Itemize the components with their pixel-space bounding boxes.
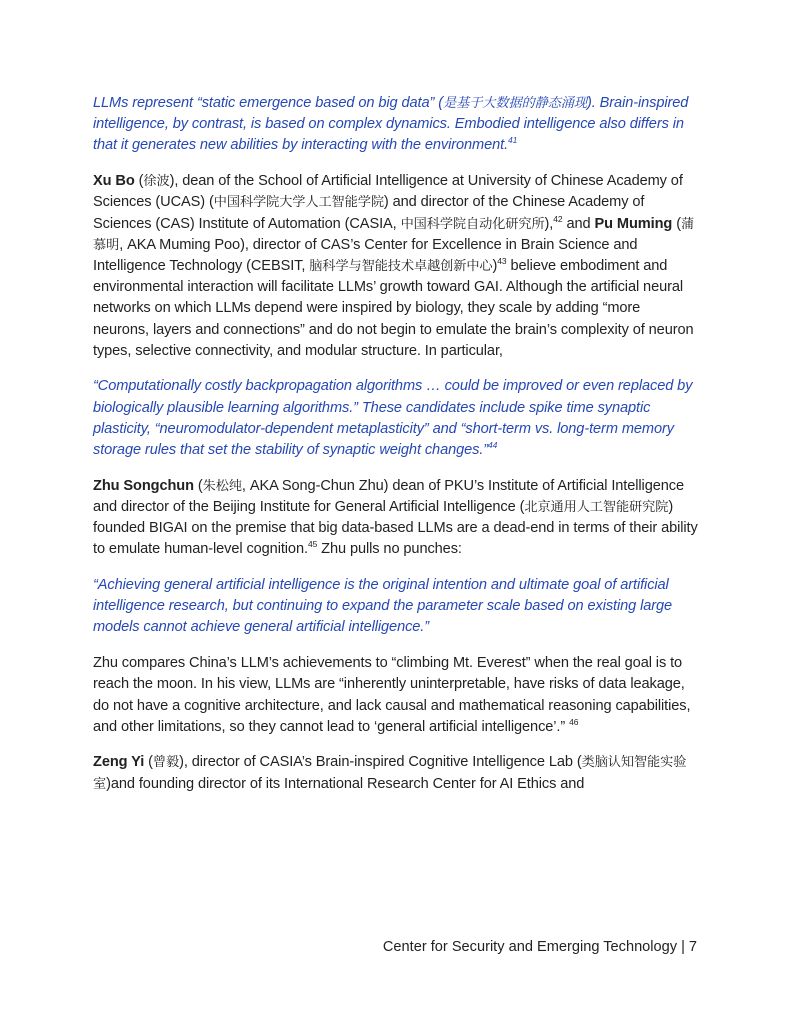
quote-1-text-b: ). Brain-inspired intelligence, by contrast, is based on complex dynamics. Embodied intelligence also differs in that it generates new abilities by interacting with the environment.	[93, 95, 689, 154]
quote-1-chinese: 是基于大数据的静态涌现	[443, 96, 587, 111]
footnote-ref-42[interactable]: 42	[553, 213, 563, 224]
chinese-bigai: 北京通用人工智能研究院	[524, 499, 669, 515]
chinese-lab-name: 类脑认知智能实验室	[93, 755, 687, 792]
page-footer	[383, 939, 697, 955]
footer-separator: |	[681, 939, 685, 955]
footnote-ref-43[interactable]: 43	[497, 256, 507, 267]
paragraph-zhu-comparison	[93, 653, 699, 738]
quote-3-text: “Achieving general artificial intelligence is the original intention and ultimate goal of artificial intelligence research, but continuing to expand the parameter scale based on existing large models cannot achieve general artificial intelligence.”	[93, 577, 673, 636]
person-name-zeng-yi: Zeng Yi	[93, 754, 145, 771]
quote-paragraph-1	[93, 93, 699, 157]
chinese-casia: 中国科学院自动化研究所	[400, 216, 545, 232]
quote-1-text-a: LLMs represent “static emergence based on big data” (	[93, 95, 444, 111]
person-name-zhu-songchun: Zhu Songchun	[93, 477, 194, 494]
quote-paragraph-3	[93, 575, 699, 639]
page-number: 7	[688, 939, 697, 955]
footnote-ref-41[interactable]: 41	[508, 135, 518, 146]
paragraph-xu-bo-pu-muming: Xu Bo (徐波), dean of the School of Artificial Intelligence at University of Chinese Academy of Sciences (UCAS) (中国科学院大学人工智能学院) and director of the Chinese Academy of Sciences (CAS) Institute of Automation (CASIA, 中国科学院自动化研究所),$^{42}$ and Pu Muming (蒲慕明, AKA Muming Poo), director of CAS’s Center for Excellence in Brain Science and Intelligence Technology (CEBSIT, 脑科学与智能技术卓越创新中心)$^{43}$ believe embodiment and environmental interaction will facilitate LLMs’ growth toward GAI. Although the artificial neural networks on which LLMs depend were inspired by biology, they scale by adding “more neurons, layers and connections” and do not begin to emulate the brain’s complexity of neuron types, selective connectivity, and modular structure. In particular,	[93, 173, 695, 359]
quote-paragraph-2	[93, 376, 699, 461]
chinese-name-pu-muming: 蒲慕明	[93, 216, 695, 253]
chinese-name-zhu-songchun: 朱松纯	[202, 478, 242, 494]
person-name-xu-bo: Xu Bo	[93, 173, 135, 190]
paragraph-zhu-songchun: Zhu Songchun (朱松纯, AKA Song-Chun Zhu) dean of PKU’s Institute of Artificial Intelligence and director of the Beijing Institute for General Artificial Intelligence (北京通用人工智能研究院) founded BIGAI on the premise that big data-based LLMs are a dead-end in terms of their ability to emulate human-level cognition.$^{45}$ Zhu pulls no punches:	[93, 477, 698, 558]
person-name-pu-muming: Pu Muming	[594, 215, 673, 232]
footnote-ref-46[interactable]: 46	[569, 716, 579, 727]
footnote-ref-44[interactable]: 44	[488, 440, 498, 451]
chinese-ucas: 中国科学院大学人工智能学院	[213, 195, 384, 211]
footer-organization: Center for Security and Emerging Technology	[382, 939, 678, 955]
quote-2-text: “Computationally costly backpropagation algorithms … could be improved or even replaced by biologically plausible learning algorithms.” These candidates include spike time synaptic plasticity, “neuromodulator-dependent metaplasticity” and “short-term vs. long-term memory storage rules that set the stability of synaptic weight changes.”	[93, 378, 693, 459]
paragraph-zeng-yi: Zeng Yi (曾毅), director of CASIA’s Brain-inspired Cognitive Intelligence Lab (类脑认知智能实验室)and founding director of its International Research Center for AI Ethics and	[93, 754, 687, 792]
footnote-ref-45[interactable]: 45	[307, 539, 318, 550]
chinese-name-zeng-yi: 曾毅	[152, 755, 180, 771]
chinese-name-xu-bo: 徐波	[143, 174, 170, 190]
zhu-comparison-text: Zhu compares China’s LLM’s achievements to “climbing Mt. Everest” when the real goal is to reach the moon. In his view, LLMs are “inherently uninterpretable, have risks of data leakage, do not have a cognitive architecture, and lack causal and mathematical reasoning capabilities, and other limitations, so they cannot lead to ‘general artificial intelligence’.”	[93, 655, 691, 735]
chinese-cebsit: 脑科学与智能技术卓越创新中心	[309, 258, 493, 274]
page-body	[93, 93, 699, 809]
